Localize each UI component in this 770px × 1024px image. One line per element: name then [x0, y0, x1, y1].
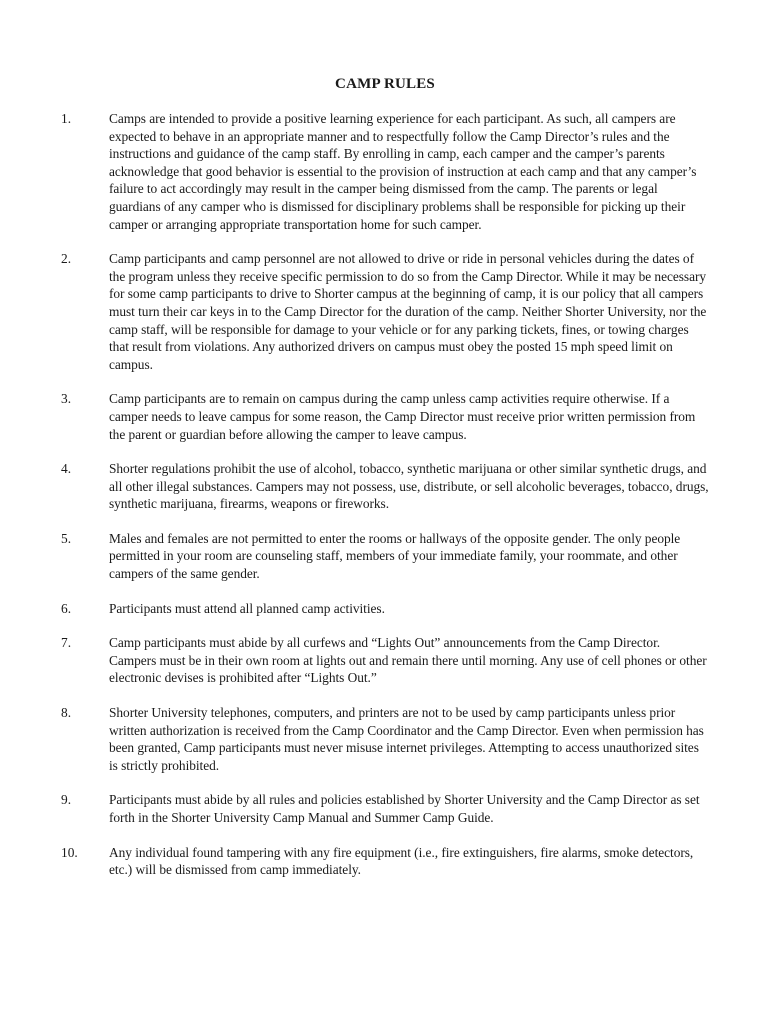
rules-list: [0, 110, 770, 896]
rule-item-10: [0, 844, 770, 879]
rule-text: Camp participants must abide by all curfews and “Lights Out” announcements from the Camp Director. Campers must be in their own room at lights out and remain there until morning. Any use of cell phones or other electronic devises is prohibited after “Lights Out.”: [109, 635, 707, 686]
rule-text: Participants must abide by all rules and policies established by Shorter University and the Camp Director as set forth in the Shorter University Camp Manual and Summer Camp Guide.: [109, 792, 700, 825]
rule-number: 4.: [61, 461, 72, 477]
rule-item-1: [0, 110, 770, 233]
page-title: CAMP RULES: [335, 76, 435, 92]
rule-number: 8.: [61, 705, 72, 721]
rule-item-3: [0, 390, 770, 443]
rule-item-8: [0, 704, 770, 774]
rule-number: 1.: [61, 111, 72, 126]
rule-number: 5.: [61, 530, 72, 546]
rule-text: Shorter regulations prohibit the use of alcohol, tobacco, synthetic marijuana or other similar synthetic drugs, and all other illegal substances. Campers may not possess, use, distribute, or sell alcoholic beverages, tobacco, drugs, synthetic marijuana, firearms, weapons or fireworks.: [109, 461, 709, 512]
rule-item-2: [0, 250, 770, 373]
rule-text: Any individual found tampering with any fire equipment (i.e., fire extinguishers, fire alarms, smoke detectors, etc.) will be dismissed from camp immediately.: [109, 844, 694, 878]
rule-text: Males and females are not permitted to enter the rooms or hallways of the opposite gender. The only people permitted in your room are counseling staff, members of your immediate family, your roommate, and other campers of the same gender.: [109, 530, 681, 582]
rule-number: 7.: [61, 635, 72, 651]
rule-number: 3.: [61, 391, 72, 407]
rule-text: Camp participants are to remain on campus during the camp unless camp activities require otherwise. If a camper needs to leave campus for some reason, the Camp Director must receive prior written permission from the parent or guardian before allowing the camper to leave campus.: [109, 391, 696, 442]
rule-text: Shorter University telephones, computers, and printers are not to be used by camp participants unless prior written authorization is received from the Camp Coordinator and the Camp Director. Even when permission has been granted, Camp participants must never misuse internet privileges. Attempting to access unauthorized sites is strictly prohibited.: [109, 705, 704, 773]
rule-item-5: [0, 530, 770, 583]
rule-text: Participants must attend all planned camp activities.: [109, 600, 385, 616]
rule-item-7: [0, 634, 770, 687]
rule-number: 2.: [61, 251, 72, 267]
rule-text: Camp participants and camp personnel are not allowed to drive or ride in personal vehicles during the dates of the program unless they receive specific permission to do so from the Camp Director. While it may be necessary for some camp participants to drive to Shorter campus at the beginning of camp, it is our policy that all campers must turn their car keys in to the Camp Director for the duration of the camp. Neither Shorter University, nor the camp staff, will be responsible for damage to your vehicle or for any parking tickets, fines, or towing charges that result from violations. Any authorized drivers on campus must obey the posted 15 mph speed limit on campus.: [109, 251, 707, 372]
rule-item-9: [0, 791, 770, 826]
rule-number: 9.: [61, 792, 72, 808]
rule-number: 6.: [61, 600, 72, 616]
rule-text: Camps are intended to provide a positive learning experience for each participant. As such, all campers are expected to behave in an appropriate manner and to respectfully follow the Camp Director’s rules and the instructions and guidance of the camp staff. By enrolling in camp, each camper and the camper’s parents acknowledge that good behavior is essential to the provision of instruction at each camp and that any camper’s failure to act accordingly may result in the camper being dismissed from the camp. The parents or legal guardians of any camper who is dismissed for disciplinary problems shall be responsible for picking up their camper or arranging appropriate transportation home for such camper.: [109, 111, 697, 232]
rule-item-6: [0, 600, 770, 618]
rule-item-4: [0, 460, 770, 513]
rule-number: 10.: [61, 844, 78, 860]
